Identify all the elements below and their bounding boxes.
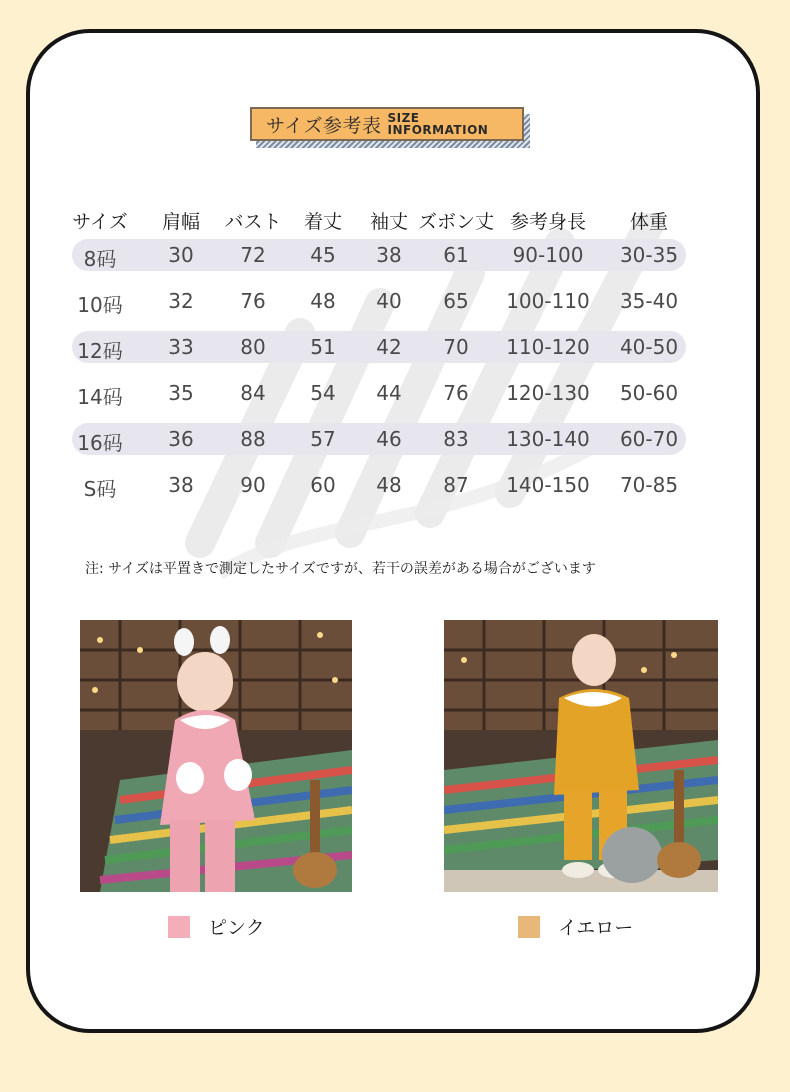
table-cell: 60 [310, 473, 336, 497]
table-cell: 36 [168, 427, 194, 451]
size-info-title [250, 107, 532, 147]
table-cell: 90-100 [512, 243, 584, 267]
table-cell: 45 [310, 243, 336, 267]
table-cell: 50-60 [619, 381, 679, 405]
legend-yellow-label: イエロー [558, 917, 634, 939]
table-cell: 72 [240, 243, 266, 267]
table-cell: 35-40 [619, 289, 679, 313]
size-label-cell: S码 [83, 477, 117, 501]
table-cell: 70 [443, 335, 469, 359]
table-cell: 46 [376, 427, 402, 451]
yellow-swatch [518, 916, 540, 938]
size-label-cell: 14码 [77, 385, 123, 409]
measurement-note: 注: サイズは平置きで測定したサイズですが、若干の誤差がある場合がございます [85, 561, 596, 577]
table-cell: 110-120 [506, 335, 590, 359]
table-cell: 88 [240, 427, 266, 451]
table-cell: 76 [443, 381, 469, 405]
header-cell: サイズ [72, 211, 128, 233]
table-cell: 80 [240, 335, 266, 359]
title-en [387, 112, 488, 136]
table-cell: 30-35 [619, 243, 679, 267]
size-label-cell: 16码 [77, 431, 123, 455]
header-cell: 着丈 [303, 211, 343, 233]
table-cell: 84 [240, 381, 266, 405]
pink-pajama-photo [80, 620, 352, 892]
header-cell: バスト [224, 211, 282, 233]
size-label-cell: 8码 [83, 247, 117, 271]
table-cell: 48 [310, 289, 336, 313]
table-cell: 32 [168, 289, 194, 313]
table-cell: 76 [240, 289, 266, 313]
table-cell: 87 [443, 473, 469, 497]
legend-yellow [518, 913, 633, 940]
table-cell: 90 [240, 473, 266, 497]
table-cell: 42 [376, 335, 402, 359]
table-cell: 100-110 [506, 289, 590, 313]
header-cell: 参考身長 [509, 211, 587, 233]
title-box [250, 107, 524, 141]
header-cell: 袖丈 [369, 211, 409, 233]
table-cell: 130-140 [506, 427, 590, 451]
table-cell: 33 [168, 335, 194, 359]
table-cell: 40-50 [619, 335, 679, 359]
pink-swatch [168, 916, 190, 938]
table-cell: 48 [376, 473, 402, 497]
table-cell: 61 [443, 243, 469, 267]
table-cell: 120-130 [506, 381, 590, 405]
table-cell: 65 [443, 289, 469, 313]
table-cell: 83 [443, 427, 469, 451]
size-chart-card [26, 29, 760, 1033]
title-en-line1: SIZE [387, 111, 420, 125]
title-en-line2: INFORMATION [387, 123, 489, 137]
table-cell: 60-70 [619, 427, 679, 451]
size-label-cell: 12码 [77, 339, 123, 363]
table-cell: 38 [168, 473, 194, 497]
header-cell: ズボン丈 [417, 211, 495, 233]
size-label-cell: 10码 [77, 293, 123, 317]
table-cell: 44 [376, 381, 402, 405]
table-cell: 57 [310, 427, 336, 451]
table-cell: 35 [168, 381, 194, 405]
title-jp: サイズ参考表 [266, 114, 382, 137]
table-cell: 40 [376, 289, 402, 313]
yellow-pajama-photo [444, 620, 718, 892]
legend-pink-label: ピンク [208, 917, 265, 939]
header-cell: 体重 [629, 211, 669, 233]
table-cell: 70-85 [619, 473, 679, 497]
table-cell: 54 [310, 381, 336, 405]
legend-pink [168, 913, 265, 940]
table-cell: 140-150 [506, 473, 590, 497]
table-cell: 51 [310, 335, 336, 359]
table-cell: 38 [376, 243, 402, 267]
header-cell: 肩幅 [161, 211, 201, 233]
table-cell: 30 [168, 243, 194, 267]
